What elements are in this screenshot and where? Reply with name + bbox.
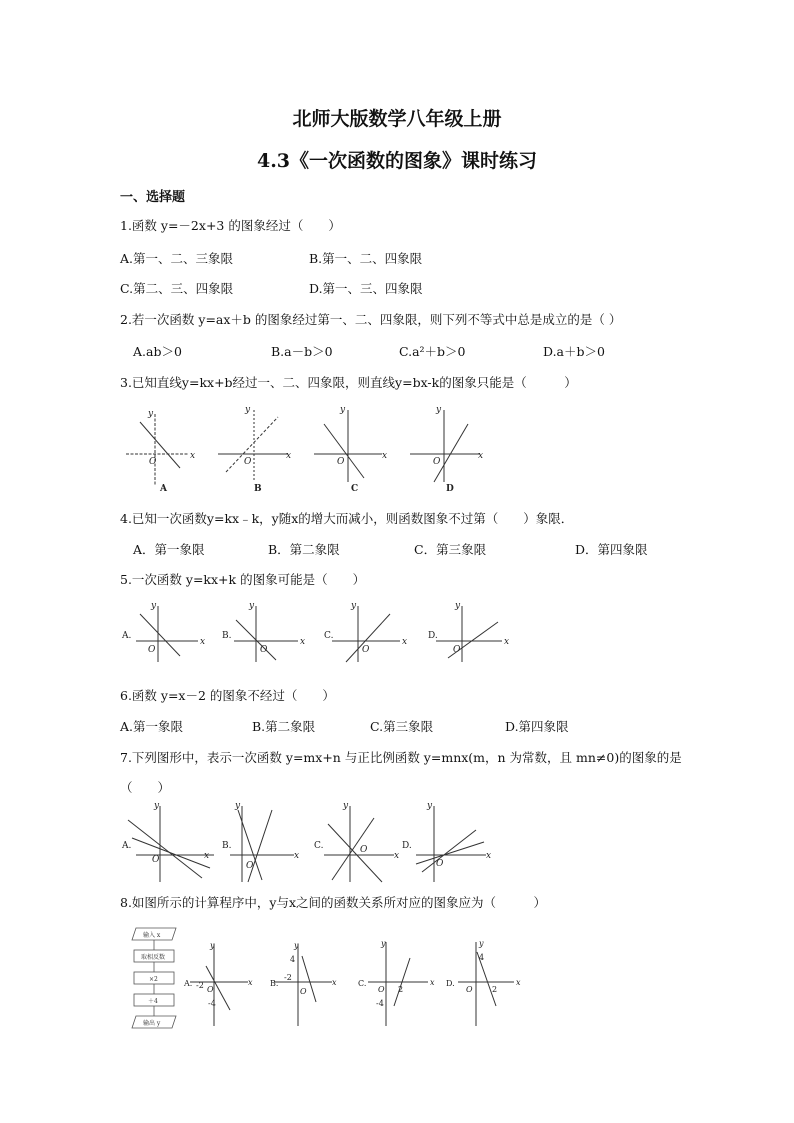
question-3-graph-label-a: A	[160, 484, 167, 494]
svg-text:O: O	[149, 457, 157, 467]
question-5-graph-label-a: A.	[122, 631, 132, 641]
question-5-graphs	[118, 600, 518, 664]
svg-text:x: x	[430, 978, 435, 987]
flowchart-negate: 取相反数	[141, 954, 166, 961]
svg-text:x: x	[402, 637, 408, 647]
question-3-graph-label-b: B	[254, 484, 262, 494]
svg-text:y: y	[479, 939, 484, 948]
flowchart-times-two: ×2	[149, 976, 158, 983]
question-7-stem: 7.下列图形中，表示一次函数 y=mx+n 与正比例函数 y=mnx(m，n 为常数，且 mn≠0)的图象的是	[120, 750, 682, 765]
svg-text:y: y	[235, 801, 241, 811]
question-4-option-d: D．第四象限	[575, 542, 648, 557]
svg-text:O: O	[433, 457, 441, 467]
question-8-graph-c-tick-2: -4	[376, 999, 384, 1008]
svg-text:y: y	[427, 801, 433, 811]
question-2-stem: 2.若一次函数 y=ax＋b 的图象经过第一、二、四象限，则下列不等式中总是成立的是（ ）	[120, 312, 622, 327]
document-subtitle: 4.3《一次函数的图象》课时练习	[256, 150, 538, 172]
svg-text:y: y	[151, 601, 157, 611]
svg-text:x: x	[382, 451, 388, 461]
svg-text:y: y	[154, 801, 160, 811]
svg-text:O: O	[362, 645, 370, 655]
svg-text:y: y	[148, 409, 154, 419]
question-8-graph-label-b: B.	[270, 979, 279, 988]
svg-text:y: y	[455, 601, 461, 611]
svg-text:x: x	[248, 978, 253, 987]
question-1-option-c: C.第二、三、四象限	[120, 281, 234, 296]
svg-text:O: O	[378, 985, 385, 994]
question-4-stem: 4.已知一次函数y=kx﹣k，y随x的增大而减小，则函数图象不过第（ ）象限．	[120, 511, 574, 526]
svg-text:x: x	[516, 978, 521, 987]
svg-text:x: x	[504, 637, 510, 647]
svg-text:x: x	[200, 637, 206, 647]
question-5-stem: 5.一次函数 y=kx+k 的图象可能是（ ）	[120, 572, 366, 587]
question-8-graph-a-tick-1: -2	[196, 981, 204, 990]
svg-text:O: O	[300, 987, 307, 996]
question-8-graph-d-tick-1: 4	[479, 953, 485, 962]
svg-text:O: O	[360, 845, 368, 855]
question-6-option-b: B.第二象限	[252, 719, 316, 734]
svg-text:y: y	[343, 801, 349, 811]
svg-text:x: x	[332, 978, 337, 987]
question-6-option-a: A.第一象限	[120, 719, 184, 734]
question-7-graph-label-a: A.	[122, 841, 132, 851]
question-1-stem: 1.函数 y=－2x+3 的图象经过（ ）	[120, 218, 341, 233]
question-7-graph-label-d: D.	[402, 841, 412, 851]
svg-text:x: x	[204, 851, 210, 861]
flowchart-output: 输出 y	[143, 1020, 161, 1027]
question-5-graph-label-d: D.	[428, 631, 438, 641]
svg-text:x: x	[478, 451, 484, 461]
svg-text:y: y	[436, 405, 442, 415]
svg-text:y: y	[245, 405, 251, 415]
question-8-graph-label-c: C.	[358, 979, 367, 988]
svg-text:y: y	[210, 941, 215, 950]
svg-text:y: y	[340, 405, 346, 415]
question-8-graph-d-tick-2: 2	[492, 985, 498, 994]
question-8-figures	[128, 926, 528, 1034]
svg-text:O: O	[152, 855, 160, 865]
question-3-graphs	[118, 402, 498, 492]
question-4-option-b: B．第二象限	[268, 542, 340, 557]
question-8-graph-c-tick-1: 2	[398, 985, 404, 994]
question-7-graph-label-b: B.	[222, 841, 232, 851]
question-8-graph-label-a: A.	[184, 979, 193, 988]
svg-text:y: y	[381, 939, 386, 948]
svg-text:O: O	[337, 457, 345, 467]
section-heading: 一、选择题	[120, 190, 186, 205]
document-title: 北师大版数学八年级上册	[292, 108, 502, 130]
question-1-option-b: B.第一、二、四象限	[309, 251, 423, 266]
svg-text:x: x	[190, 451, 196, 461]
question-6-option-d: D.第四象限	[505, 719, 569, 734]
question-2-option-d: D.a＋b＞0	[543, 344, 605, 359]
question-2-option-c: C.a²＋b＞0	[399, 344, 466, 359]
question-6-option-c: C.第三象限	[370, 719, 434, 734]
svg-text:O: O	[148, 645, 156, 655]
question-8-graph-b-tick-1: 4	[290, 955, 296, 964]
flowchart-plus-four: ＋4	[148, 998, 158, 1005]
svg-text:y: y	[351, 601, 357, 611]
question-8-graph-a-tick-2: -4	[208, 999, 216, 1008]
question-1-option-d: D.第一、三、四象限	[309, 281, 423, 296]
svg-text:O: O	[453, 645, 461, 655]
question-8-graph-b-tick-2: -2	[284, 973, 292, 982]
svg-text:O: O	[436, 859, 444, 869]
svg-text:O: O	[207, 985, 214, 994]
svg-text:y: y	[294, 941, 299, 950]
question-3-graph-label-d: D	[446, 484, 454, 494]
flowchart-input: 输入 x	[143, 932, 161, 939]
svg-text:x: x	[486, 851, 492, 861]
question-8-graph-label-d: D.	[446, 979, 455, 988]
question-6-stem: 6.函数 y=x－2 的图象不经过（ ）	[120, 688, 335, 703]
question-5-graph-label-b: B.	[222, 631, 232, 641]
svg-text:O: O	[246, 861, 254, 871]
question-7-stem-continuation: （ ）	[120, 780, 171, 795]
question-4-option-a: A．第一象限	[133, 542, 205, 557]
question-3-stem: 3.已知直线y=kx+b经过一、二、四象限，则直线y=bx-k的图象只能是（ ）	[120, 375, 577, 390]
question-5-graph-label-c: C.	[324, 631, 334, 641]
svg-text:x: x	[394, 851, 400, 861]
svg-text:O: O	[260, 645, 268, 655]
svg-text:x: x	[286, 451, 292, 461]
question-2-option-a: A.ab＞0	[133, 344, 182, 359]
question-1-option-a: A.第一、二、三象限	[120, 251, 234, 266]
svg-text:O: O	[244, 457, 252, 467]
question-8-stem: 8.如图所示的计算程序中，y与x之间的函数关系所对应的图象应为（ ）	[120, 895, 547, 910]
question-4-option-c: C．第三象限	[414, 542, 487, 557]
question-7-graph-label-c: C.	[314, 841, 324, 851]
question-3-graph-label-c: C	[351, 484, 359, 494]
question-7-graphs	[118, 800, 498, 888]
question-2-option-b: B.a－b＞0	[271, 344, 333, 359]
svg-text:x: x	[294, 851, 300, 861]
svg-text:O: O	[466, 985, 473, 994]
svg-text:y: y	[249, 601, 255, 611]
svg-text:x: x	[300, 637, 306, 647]
